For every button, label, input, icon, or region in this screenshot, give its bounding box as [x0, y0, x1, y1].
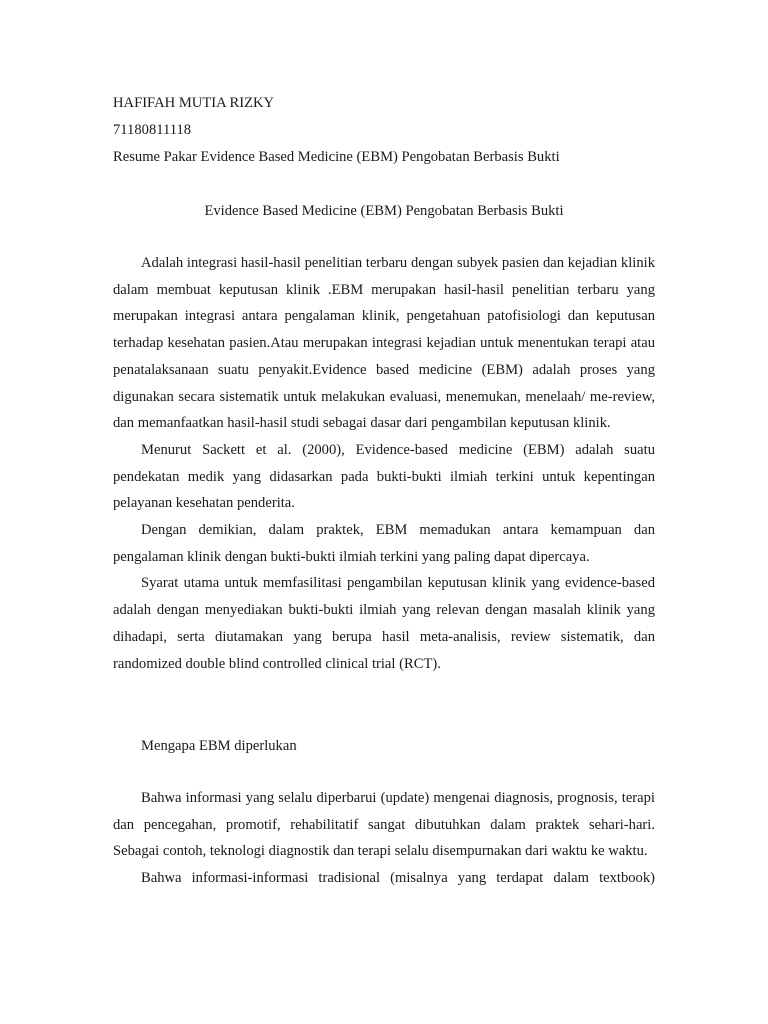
- section-heading-why-ebm: Mengapa EBM diperlukan: [141, 738, 297, 754]
- paragraph: Menurut Sackett et al. (2000), Evidence-based medicine (EBM) adalah suatu pendekatan medik yang didasarkan pada bukti-bukti ilmiah terkini untuk kepentingan pelayanan kesehatan penderita.: [113, 441, 655, 512]
- author-name: HAFIFAH MUTIA RIZKY: [113, 95, 275, 111]
- paragraph: Adalah integrasi hasil-hasil penelitian terbaru dengan subyek pasien dan kejadian klinik dalam membuat keputusan klinik .EBM merupakan hasil-hasil penelitian terbaru yang merupakan integrasi antara pengalaman klinik, pengetahuan patofisiologi dan keputusan terhadap kesehatan pasien.Atau merupakan integrasi kejadian untuk menentukan terapi atau penatalaksanaan suatu penyakit.Evidence based medicine (EBM) adalah proses yang digunakan secara sistematik untuk melakukan evaluasi, menemukan, menelaah/ me-review, dan memanfaatkan hasil-hasil studi sebagai dasar dari pengambilan keputusan klinik.: [113, 255, 655, 432]
- student-id: 71180811118: [113, 122, 192, 138]
- paragraph: Bahwa informasi yang selalu diperbarui (update) mengenai diagnosis, prognosis, terapi dan pencegahan, promotif, rehabilitatif sangat dibutuhkan dalam praktek sehari-hari. Sebagai contoh, teknologi diagnostik dan terapi selalu disempurnakan dari waktu ke waktu.: [113, 790, 655, 860]
- paragraph: Syarat utama untuk memfasilitasi pengambilan keputusan klinik yang evidence-based adalah dengan menyediakan bukti-bukti ilmiah yang relevan dengan masalah klinik yang dihadapi, serta diutamakan yang berupa hasil meta-analisis, review sistematik, dan randomized double blind controlled clinical trial (RCT).: [113, 575, 655, 672]
- section-why-ebm: [113, 785, 655, 892]
- section-ebm-definition: [113, 250, 655, 677]
- document-subject: Resume Pakar Evidence Based Medicine (EBM) Pengobatan Berbasis Bukti: [113, 149, 560, 165]
- paragraph: Dengan demikian, dalam praktek, EBM memadukan antara kemampuan dan pengalaman klinik dengan bukti-bukti ilmiah terkini yang paling dapat dipercaya.: [113, 522, 655, 565]
- paragraph: Bahwa informasi-informasi tradisional (misalnya yang terdapat dalam textbook): [141, 870, 655, 887]
- document-title: Evidence Based Medicine (EBM) Pengobatan Berbasis Bukti: [204, 203, 564, 219]
